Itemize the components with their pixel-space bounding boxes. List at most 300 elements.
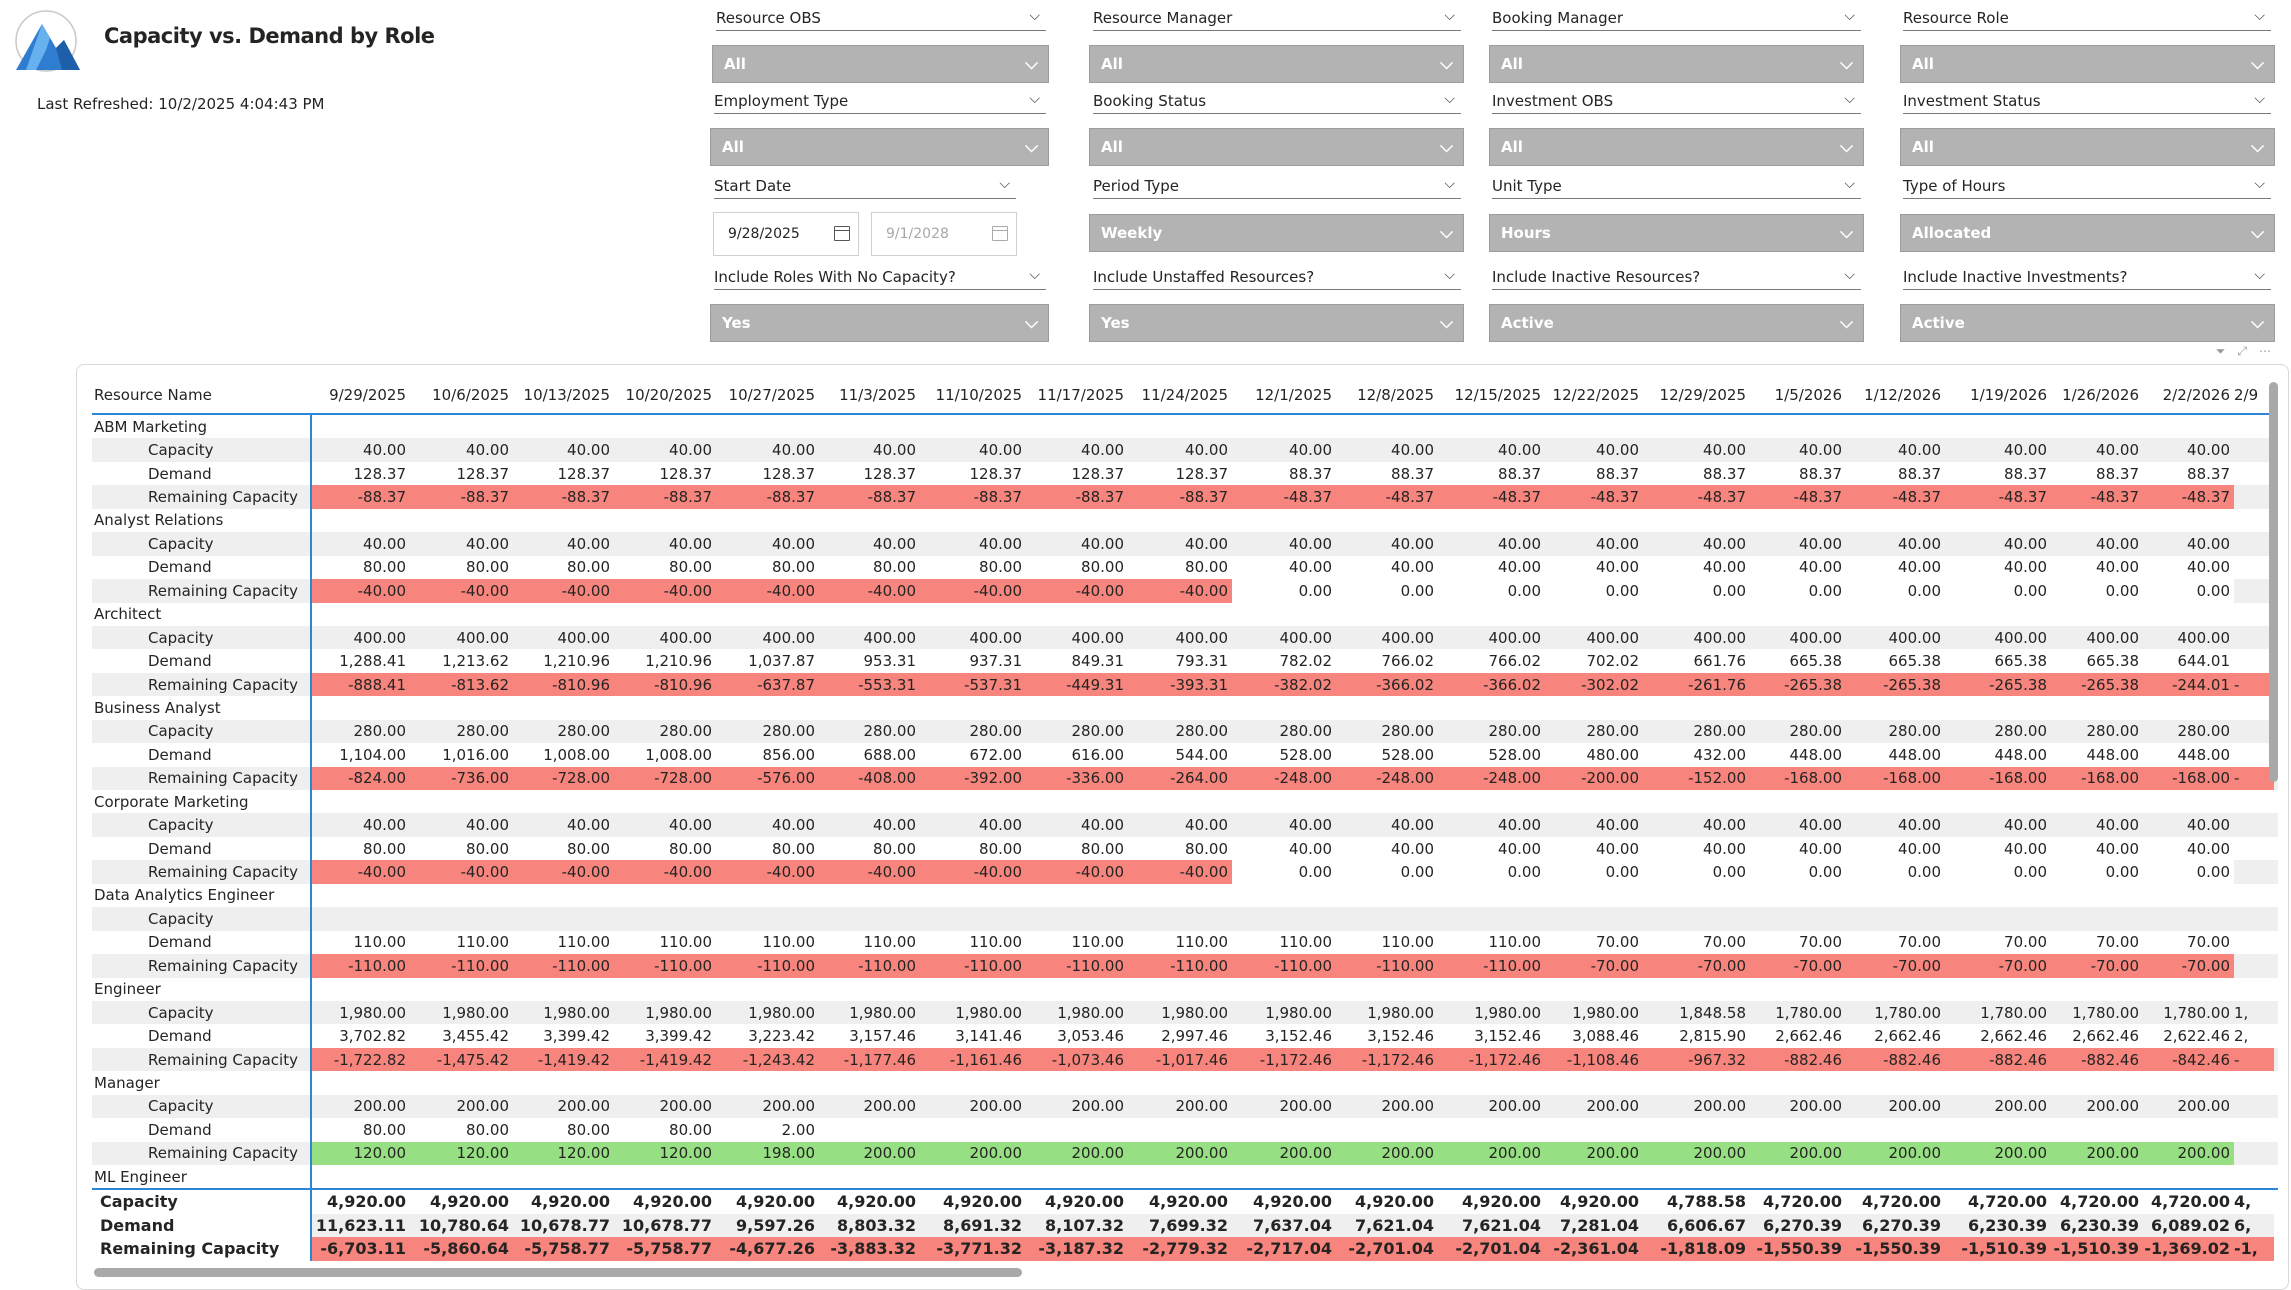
matrix-cell[interactable]: 40.00: [1128, 438, 1232, 461]
start-date-from-input[interactable]: [713, 212, 859, 256]
matrix-cell[interactable]: [1232, 1118, 1336, 1141]
matrix-cell[interactable]: 40.00: [1438, 438, 1545, 461]
matrix-cell[interactable]: 1,980.00: [716, 1001, 819, 1024]
total-cell[interactable]: 4,920.00: [311, 1189, 410, 1213]
matrix-cell[interactable]: 280.00: [1945, 720, 2051, 743]
matrix-cell[interactable]: 200.00: [1545, 1095, 1643, 1118]
matrix-cell[interactable]: -888.41: [311, 673, 410, 696]
matrix-cell[interactable]: -842.46: [2143, 1048, 2234, 1071]
matrix-cell[interactable]: -40.00: [1128, 579, 1232, 602]
matrix-cell[interactable]: -88.37: [1026, 485, 1128, 508]
matrix-cell[interactable]: -824.00: [311, 767, 410, 790]
matrix-cell[interactable]: 766.02: [1336, 649, 1438, 672]
matrix-cell[interactable]: 40.00: [410, 813, 513, 836]
total-cell[interactable]: -3,771.32: [920, 1237, 1026, 1260]
matrix-cell[interactable]: [2234, 649, 2274, 672]
matrix-cell[interactable]: 40.00: [1026, 813, 1128, 836]
matrix-cell[interactable]: 110.00: [716, 931, 819, 954]
matrix-cell[interactable]: 3,152.46: [1336, 1024, 1438, 1047]
matrix-cell[interactable]: -1,419.42: [513, 1048, 614, 1071]
matrix-cell[interactable]: 120.00: [614, 1142, 716, 1165]
matrix-cell[interactable]: 2,662.46: [2051, 1024, 2143, 1047]
matrix-cell[interactable]: 88.37: [1232, 462, 1336, 485]
matrix-cell[interactable]: 0.00: [1750, 860, 1846, 883]
matrix-cell[interactable]: 200.00: [1128, 1095, 1232, 1118]
total-cell[interactable]: 8,803.32: [819, 1214, 920, 1237]
matrix-cell[interactable]: [2234, 462, 2274, 485]
matrix-cell[interactable]: [2234, 1142, 2274, 1165]
matrix-cell[interactable]: -70.00: [1750, 954, 1846, 977]
matrix-cell[interactable]: 400.00: [1232, 626, 1336, 649]
matrix-cell[interactable]: -40.00: [614, 860, 716, 883]
matrix-cell[interactable]: 400.00: [311, 626, 410, 649]
matrix-cell[interactable]: 40.00: [1128, 532, 1232, 555]
matrix-cell[interactable]: -168.00: [2051, 767, 2143, 790]
matrix-cell[interactable]: 400.00: [1945, 626, 2051, 649]
matrix-cell[interactable]: -110.00: [716, 954, 819, 977]
total-cell[interactable]: 4,920.00: [410, 1189, 513, 1213]
total-cell[interactable]: 8,691.32: [920, 1214, 1026, 1237]
matrix-cell[interactable]: -40.00: [614, 579, 716, 602]
matrix-cell[interactable]: 448.00: [2051, 743, 2143, 766]
total-cell[interactable]: 4,920.00: [1336, 1189, 1438, 1213]
matrix-cell[interactable]: 40.00: [1336, 556, 1438, 579]
matrix-cell[interactable]: 200.00: [311, 1095, 410, 1118]
matrix-cell[interactable]: -40.00: [1026, 860, 1128, 883]
matrix-cell[interactable]: 3,399.42: [513, 1024, 614, 1047]
matrix-cell[interactable]: 40.00: [920, 438, 1026, 461]
resource-obs-slicer-header[interactable]: [716, 8, 1046, 31]
matrix-cell[interactable]: 128.37: [410, 462, 513, 485]
matrix-cell[interactable]: -40.00: [920, 860, 1026, 883]
matrix-cell[interactable]: 128.37: [819, 462, 920, 485]
column-header-date[interactable]: 9/29/2025: [311, 377, 410, 414]
matrix-cell[interactable]: 40.00: [1846, 813, 1945, 836]
matrix-cell[interactable]: -110.00: [920, 954, 1026, 977]
matrix-cell[interactable]: 280.00: [1336, 720, 1438, 743]
matrix-cell[interactable]: 793.31: [1128, 649, 1232, 672]
matrix-cell[interactable]: 40.00: [2143, 438, 2234, 461]
group-row-header[interactable]: ABM Marketing: [92, 414, 311, 438]
matrix-cell[interactable]: [1232, 907, 1336, 930]
matrix-cell[interactable]: 1,104.00: [311, 743, 410, 766]
unit-type-slicer-header[interactable]: [1492, 176, 1861, 199]
matrix-cell[interactable]: 2,815.90: [1643, 1024, 1750, 1047]
group-row[interactable]: [92, 603, 2278, 626]
total-cell[interactable]: -1,510.39: [2051, 1237, 2143, 1260]
matrix-cell[interactable]: 40.00: [614, 438, 716, 461]
column-header-date[interactable]: 1/19/2026: [1945, 377, 2051, 414]
matrix-cell[interactable]: 40.00: [2143, 556, 2234, 579]
matrix-cell[interactable]: [1128, 907, 1232, 930]
matrix-cell[interactable]: -813.62: [410, 673, 513, 696]
group-row-header[interactable]: ML Engineer: [92, 1165, 311, 1189]
group-row[interactable]: [92, 978, 2278, 1001]
matrix-cell[interactable]: 0.00: [1232, 860, 1336, 883]
matrix-cell[interactable]: 1,213.62: [410, 649, 513, 672]
matrix-cell[interactable]: 80.00: [614, 1118, 716, 1141]
matrix-cell[interactable]: 1,980.00: [1438, 1001, 1545, 1024]
matrix-cell[interactable]: 280.00: [1438, 720, 1545, 743]
matrix-cell[interactable]: 40.00: [311, 813, 410, 836]
column-header-date[interactable]: 2/9: [2234, 377, 2274, 414]
matrix-cell[interactable]: 1,980.00: [1232, 1001, 1336, 1024]
matrix-cell[interactable]: 400.00: [920, 626, 1026, 649]
matrix-cell[interactable]: -576.00: [716, 767, 819, 790]
matrix-cell[interactable]: [2143, 1118, 2234, 1141]
matrix-cell[interactable]: -48.37: [1846, 485, 1945, 508]
matrix-cell[interactable]: [311, 907, 410, 930]
matrix-cell[interactable]: -110.00: [311, 954, 410, 977]
matrix-cell[interactable]: -1,017.46: [1128, 1048, 1232, 1071]
matrix-cell[interactable]: 70.00: [1643, 931, 1750, 954]
total-cell[interactable]: 6,230.39: [1945, 1214, 2051, 1237]
matrix-cell[interactable]: 3,152.46: [1232, 1024, 1336, 1047]
matrix-cell[interactable]: 40.00: [1750, 556, 1846, 579]
resource-manager-slicer-header[interactable]: [1093, 8, 1461, 31]
matrix-cell[interactable]: 80.00: [1128, 556, 1232, 579]
group-row-header[interactable]: Manager: [92, 1071, 311, 1094]
matrix-cell[interactable]: 40.00: [513, 813, 614, 836]
matrix-cell[interactable]: 665.38: [1750, 649, 1846, 672]
matrix-cell[interactable]: [2234, 1095, 2274, 1118]
total-cell[interactable]: -5,758.77: [614, 1237, 716, 1260]
matrix-cell[interactable]: 280.00: [1128, 720, 1232, 743]
matrix-cell[interactable]: 3,152.46: [1438, 1024, 1545, 1047]
matrix-cell[interactable]: -366.02: [1336, 673, 1438, 696]
matrix-cell[interactable]: 280.00: [1232, 720, 1336, 743]
matrix-cell[interactable]: -967.32: [1643, 1048, 1750, 1071]
matrix-cell[interactable]: 200.00: [1128, 1142, 1232, 1165]
matrix-cell[interactable]: 80.00: [920, 837, 1026, 860]
matrix-cell[interactable]: 80.00: [410, 837, 513, 860]
matrix-cell[interactable]: 856.00: [716, 743, 819, 766]
matrix-cell[interactable]: 40.00: [819, 532, 920, 555]
matrix-cell[interactable]: 0.00: [2051, 860, 2143, 883]
include-unstaffed-dropdown[interactable]: [1089, 304, 1464, 342]
matrix-cell[interactable]: -70.00: [1545, 954, 1643, 977]
matrix-cell[interactable]: 40.00: [2143, 532, 2234, 555]
matrix-cell[interactable]: 2.00: [716, 1118, 819, 1141]
matrix-cell[interactable]: 40.00: [1945, 813, 2051, 836]
matrix-cell[interactable]: [410, 907, 513, 930]
matrix-cell[interactable]: 40.00: [513, 438, 614, 461]
matrix-cell[interactable]: 1,980.00: [614, 1001, 716, 1024]
matrix-cell[interactable]: 40.00: [1643, 813, 1750, 836]
matrix-cell[interactable]: 110.00: [1026, 931, 1128, 954]
matrix-cell[interactable]: 40.00: [1336, 813, 1438, 836]
matrix-cell[interactable]: -48.37: [1336, 485, 1438, 508]
matrix-cell[interactable]: 1,780.00: [1750, 1001, 1846, 1024]
matrix-cell[interactable]: -48.37: [1945, 485, 2051, 508]
total-cell[interactable]: 9,597.26: [716, 1214, 819, 1237]
matrix-cell[interactable]: 40.00: [716, 438, 819, 461]
matrix-cell[interactable]: 782.02: [1232, 649, 1336, 672]
matrix-cell[interactable]: 0.00: [2051, 579, 2143, 602]
total-cell[interactable]: -2,701.04: [1438, 1237, 1545, 1260]
matrix-cell[interactable]: 480.00: [1545, 743, 1643, 766]
matrix-cell[interactable]: -810.96: [513, 673, 614, 696]
matrix-cell[interactable]: 448.00: [1846, 743, 1945, 766]
matrix-cell[interactable]: 937.31: [920, 649, 1026, 672]
matrix-cell[interactable]: 40.00: [1232, 438, 1336, 461]
investment-status-dropdown[interactable]: [1900, 128, 2275, 166]
matrix-cell[interactable]: 70.00: [1846, 931, 1945, 954]
matrix-cell[interactable]: -1,108.46: [1545, 1048, 1643, 1071]
group-row-header[interactable]: Engineer: [92, 978, 311, 1001]
matrix-cell[interactable]: 688.00: [819, 743, 920, 766]
matrix-cell[interactable]: -168.00: [2143, 767, 2234, 790]
matrix-cell[interactable]: -: [2234, 673, 2274, 696]
matrix-cell[interactable]: -110.00: [1232, 954, 1336, 977]
matrix-cell[interactable]: 3,702.82: [311, 1024, 410, 1047]
booking-manager-slicer-header[interactable]: [1492, 8, 1861, 31]
matrix-cell[interactable]: -265.38: [2051, 673, 2143, 696]
matrix-cell[interactable]: 40.00: [1750, 837, 1846, 860]
matrix-cell[interactable]: 200.00: [1945, 1095, 2051, 1118]
matrix-cell[interactable]: [2234, 954, 2274, 977]
matrix-cell[interactable]: 1,980.00: [1026, 1001, 1128, 1024]
matrix-cell[interactable]: 200.00: [614, 1095, 716, 1118]
matrix-cell[interactable]: 80.00: [513, 1118, 614, 1141]
matrix-cell[interactable]: -88.37: [1128, 485, 1232, 508]
matrix-cell[interactable]: 280.00: [1846, 720, 1945, 743]
matrix-cell[interactable]: -248.00: [1438, 767, 1545, 790]
include-inactive-resources-slicer-header[interactable]: [1492, 267, 1861, 290]
matrix-cell[interactable]: 80.00: [410, 556, 513, 579]
matrix-cell[interactable]: 110.00: [311, 931, 410, 954]
matrix-cell[interactable]: 200.00: [1846, 1095, 1945, 1118]
matrix-cell[interactable]: 400.00: [2051, 626, 2143, 649]
matrix-cell[interactable]: -1,177.46: [819, 1048, 920, 1071]
matrix-cell[interactable]: 120.00: [311, 1142, 410, 1165]
matrix-cell[interactable]: 0.00: [1945, 579, 2051, 602]
matrix-cell[interactable]: 400.00: [819, 626, 920, 649]
matrix-cell[interactable]: -40.00: [1128, 860, 1232, 883]
matrix-cell[interactable]: [1026, 907, 1128, 930]
matrix-cell[interactable]: 110.00: [410, 931, 513, 954]
matrix-cell[interactable]: 200.00: [819, 1142, 920, 1165]
matrix-cell[interactable]: 766.02: [1438, 649, 1545, 672]
matrix-cell[interactable]: -882.46: [1750, 1048, 1846, 1071]
total-cell[interactable]: 8,107.32: [1026, 1214, 1128, 1237]
total-cell[interactable]: -3,187.32: [1026, 1237, 1128, 1260]
group-row[interactable]: [92, 414, 2278, 438]
matrix-cell[interactable]: -1,475.42: [410, 1048, 513, 1071]
matrix-cell[interactable]: 80.00: [311, 837, 410, 860]
matrix-cell[interactable]: -110.00: [614, 954, 716, 977]
matrix-cell[interactable]: 40.00: [513, 532, 614, 555]
matrix-cell[interactable]: 200.00: [819, 1095, 920, 1118]
matrix-cell[interactable]: -: [2234, 1048, 2274, 1071]
matrix-cell[interactable]: -88.37: [311, 485, 410, 508]
matrix-cell[interactable]: -40.00: [311, 860, 410, 883]
matrix-cell[interactable]: 400.00: [1128, 626, 1232, 649]
matrix-cell[interactable]: -40.00: [513, 579, 614, 602]
matrix-cell[interactable]: 400.00: [1438, 626, 1545, 649]
matrix-cell[interactable]: -48.37: [2143, 485, 2234, 508]
include-unstaffed-slicer-header[interactable]: [1093, 267, 1461, 290]
matrix-cell[interactable]: [2234, 438, 2274, 461]
total-cell[interactable]: -1,550.39: [1750, 1237, 1846, 1260]
matrix-cell[interactable]: 88.37: [1438, 462, 1545, 485]
matrix-cell[interactable]: -48.37: [1232, 485, 1336, 508]
group-row-header[interactable]: Corporate Marketing: [92, 790, 311, 813]
matrix-cell[interactable]: -810.96: [614, 673, 716, 696]
matrix-cell[interactable]: 40.00: [1232, 813, 1336, 836]
total-cell[interactable]: -2,701.04: [1336, 1237, 1438, 1260]
total-cell[interactable]: 4,720.00: [2051, 1189, 2143, 1213]
matrix-cell[interactable]: -88.37: [513, 485, 614, 508]
matrix-cell[interactable]: 110.00: [920, 931, 1026, 954]
total-cell[interactable]: 4,920.00: [1128, 1189, 1232, 1213]
matrix-cell[interactable]: 40.00: [1945, 556, 2051, 579]
matrix-cell[interactable]: -40.00: [513, 860, 614, 883]
matrix-cell[interactable]: -48.37: [1750, 485, 1846, 508]
matrix-cell[interactable]: 1,780.00: [2143, 1001, 2234, 1024]
matrix-cell[interactable]: 2,662.46: [1846, 1024, 1945, 1047]
matrix-cell[interactable]: -70.00: [2143, 954, 2234, 977]
matrix-cell[interactable]: 2,: [2234, 1024, 2274, 1047]
calendar-icon[interactable]: [992, 226, 1008, 241]
total-cell[interactable]: 4,788.58: [1643, 1189, 1750, 1213]
matrix-cell[interactable]: -336.00: [1026, 767, 1128, 790]
matrix-cell[interactable]: 280.00: [513, 720, 614, 743]
matrix-cell[interactable]: 200.00: [1438, 1095, 1545, 1118]
matrix-cell[interactable]: 3,455.42: [410, 1024, 513, 1047]
total-cell[interactable]: -1,550.39: [1846, 1237, 1945, 1260]
matrix-cell[interactable]: 280.00: [614, 720, 716, 743]
matrix-cell[interactable]: 528.00: [1232, 743, 1336, 766]
matrix-cell[interactable]: 400.00: [1750, 626, 1846, 649]
matrix-cell[interactable]: 80.00: [920, 556, 1026, 579]
total-cell[interactable]: 6,606.67: [1643, 1214, 1750, 1237]
include-inactive-resources-dropdown[interactable]: [1489, 304, 1864, 342]
matrix-cell[interactable]: [819, 907, 920, 930]
column-header-date[interactable]: 11/3/2025: [819, 377, 920, 414]
matrix-cell[interactable]: 40.00: [1438, 813, 1545, 836]
start-date-to-input[interactable]: [871, 212, 1017, 256]
matrix-cell[interactable]: 40.00: [614, 813, 716, 836]
column-header-date[interactable]: 10/27/2025: [716, 377, 819, 414]
matrix-cell[interactable]: 120.00: [513, 1142, 614, 1165]
matrix-cell[interactable]: -168.00: [1945, 767, 2051, 790]
matrix-cell[interactable]: -40.00: [311, 579, 410, 602]
matrix-cell[interactable]: 644.01: [2143, 649, 2234, 672]
matrix-cell[interactable]: -1,172.46: [1336, 1048, 1438, 1071]
matrix-cell[interactable]: [2234, 1118, 2274, 1141]
group-row[interactable]: [92, 509, 2278, 532]
resource-obs-dropdown[interactable]: [712, 45, 1049, 83]
matrix-cell[interactable]: 280.00: [2051, 720, 2143, 743]
matrix-cell[interactable]: 70.00: [1945, 931, 2051, 954]
calendar-icon[interactable]: [834, 226, 850, 241]
group-row[interactable]: [92, 1165, 2278, 1189]
matrix-cell[interactable]: 0.00: [1643, 579, 1750, 602]
matrix-cell[interactable]: 40.00: [311, 438, 410, 461]
matrix-cell[interactable]: [1545, 1118, 1643, 1141]
matrix-cell[interactable]: 40.00: [819, 438, 920, 461]
matrix-cell[interactable]: 40.00: [1438, 837, 1545, 860]
matrix-cell[interactable]: 0.00: [1336, 860, 1438, 883]
matrix-cell[interactable]: 0.00: [2143, 579, 2234, 602]
matrix-cell[interactable]: [920, 1118, 1026, 1141]
matrix-cell[interactable]: -882.46: [2051, 1048, 2143, 1071]
matrix-cell[interactable]: 3,053.46: [1026, 1024, 1128, 1047]
matrix-cell[interactable]: -736.00: [410, 767, 513, 790]
matrix-cell[interactable]: 40.00: [716, 813, 819, 836]
matrix-cell[interactable]: 40.00: [1545, 813, 1643, 836]
matrix-cell[interactable]: 200.00: [1336, 1095, 1438, 1118]
matrix-cell[interactable]: 40.00: [1643, 837, 1750, 860]
matrix-cell[interactable]: 80.00: [819, 556, 920, 579]
matrix-cell[interactable]: 40.00: [1750, 813, 1846, 836]
matrix-cell[interactable]: 953.31: [819, 649, 920, 672]
matrix-cell[interactable]: 1,980.00: [1128, 1001, 1232, 1024]
matrix-cell[interactable]: -1,243.42: [716, 1048, 819, 1071]
matrix-cell[interactable]: 128.37: [614, 462, 716, 485]
total-cell[interactable]: -1,510.39: [1945, 1237, 2051, 1260]
matrix-cell[interactable]: -110.00: [1026, 954, 1128, 977]
matrix-cell[interactable]: 110.00: [1128, 931, 1232, 954]
matrix-cell[interactable]: -200.00: [1545, 767, 1643, 790]
matrix-cell[interactable]: -728.00: [513, 767, 614, 790]
matrix-cell[interactable]: 200.00: [1945, 1142, 2051, 1165]
matrix-cell[interactable]: [920, 907, 1026, 930]
matrix-cell[interactable]: -392.00: [920, 767, 1026, 790]
matrix-cell[interactable]: 88.37: [1750, 462, 1846, 485]
matrix-cell[interactable]: -1,172.46: [1232, 1048, 1336, 1071]
matrix-cell[interactable]: -449.31: [1026, 673, 1128, 696]
matrix-cell[interactable]: 200.00: [1232, 1142, 1336, 1165]
matrix-cell[interactable]: [2234, 579, 2274, 602]
matrix-cell[interactable]: [1643, 1118, 1750, 1141]
horizontal-scrollbar[interactable]: [94, 1268, 1022, 1277]
matrix-cell[interactable]: 2,997.46: [1128, 1024, 1232, 1047]
matrix-cell[interactable]: [2234, 837, 2274, 860]
investment-status-slicer-header[interactable]: [1903, 91, 2271, 114]
matrix-cell[interactable]: 70.00: [1545, 931, 1643, 954]
matrix-cell[interactable]: [2234, 556, 2274, 579]
matrix-cell[interactable]: 200.00: [2051, 1095, 2143, 1118]
matrix-cell[interactable]: 616.00: [1026, 743, 1128, 766]
matrix-cell[interactable]: -265.38: [1945, 673, 2051, 696]
matrix-cell[interactable]: 88.37: [1545, 462, 1643, 485]
matrix-cell[interactable]: 128.37: [513, 462, 614, 485]
matrix-cell[interactable]: 0.00: [1846, 860, 1945, 883]
matrix-cell[interactable]: 110.00: [614, 931, 716, 954]
matrix-cell[interactable]: 1,980.00: [819, 1001, 920, 1024]
matrix-cell[interactable]: 280.00: [1643, 720, 1750, 743]
matrix-cell[interactable]: 400.00: [1846, 626, 1945, 649]
matrix-cell[interactable]: -1,073.46: [1026, 1048, 1128, 1071]
matrix-cell[interactable]: 40.00: [1846, 532, 1945, 555]
matrix-cell[interactable]: 3,157.46: [819, 1024, 920, 1047]
matrix-cell[interactable]: -40.00: [1026, 579, 1128, 602]
matrix-cell[interactable]: 128.37: [920, 462, 1026, 485]
matrix-cell[interactable]: 40.00: [1545, 556, 1643, 579]
total-cell[interactable]: -6,703.11: [311, 1237, 410, 1260]
matrix-cell[interactable]: 400.00: [1336, 626, 1438, 649]
matrix-cell[interactable]: 0.00: [1232, 579, 1336, 602]
matrix-cell[interactable]: 280.00: [716, 720, 819, 743]
matrix-cell[interactable]: 200.00: [2051, 1142, 2143, 1165]
matrix-cell[interactable]: 40.00: [1438, 532, 1545, 555]
matrix-cell[interactable]: 0.00: [1545, 579, 1643, 602]
matrix-cell[interactable]: [1945, 907, 2051, 930]
matrix-cell[interactable]: -728.00: [614, 767, 716, 790]
matrix-cell[interactable]: [1438, 907, 1545, 930]
